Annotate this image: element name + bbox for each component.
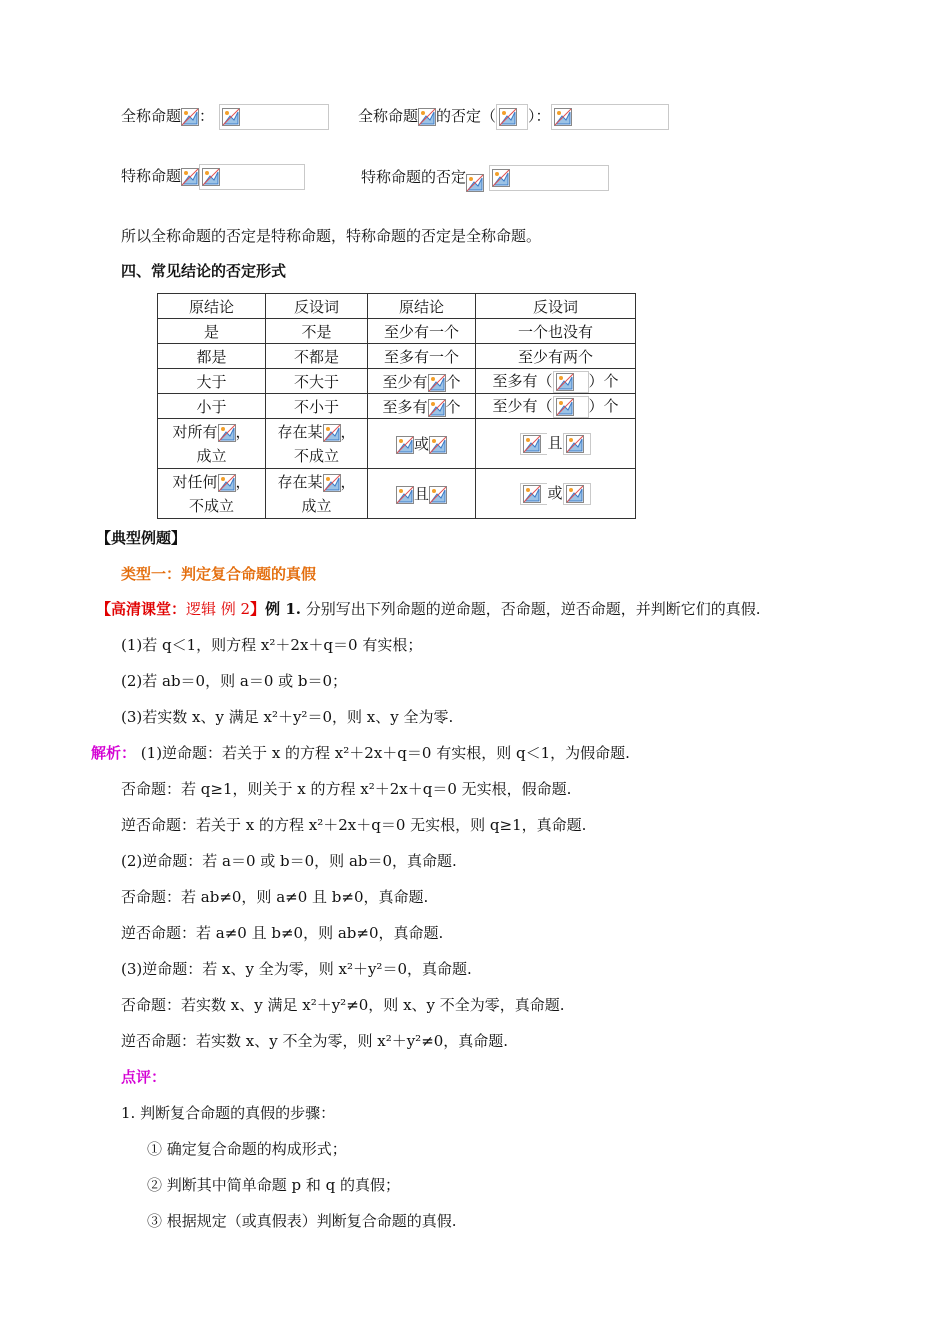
table-row [158,344,636,369]
image-placeholder-box [496,104,528,130]
table-cell: 存在某 ， 成立 [266,469,368,519]
table-row [158,369,636,394]
table-cell: 至少有两个 [476,344,636,369]
image-placeholder-box [489,165,609,191]
table-cell: 不都是 [266,344,368,369]
comment-line: ③ 根据规定（或真假表）判断复合命题的真假. [147,1212,457,1230]
negation-forms-table [157,293,636,519]
table-row [158,319,636,344]
table-row [158,419,636,469]
table-cell: 是 [158,319,266,344]
summary-text: 所以全称命题的否定是特称命题，特称命题的否定是全称命题。 [121,227,542,245]
example-item: (1)若 q＜1，则方程 x²＋2x＋q＝0 有实根； [121,636,423,654]
label-universal: 全称命题 [121,107,182,125]
existential-proposition-line: 特称命题 [121,164,305,190]
image-placeholder-box [520,433,547,455]
broken-image-icon [428,399,446,417]
solution-line: 否命题：若实数 x、y 满足 x²＋y²≠0，则 x、y 不全为零，真命题. [121,996,565,1014]
existential-negation-line: 特称命题的否定 [361,164,609,192]
broken-image-icon [554,108,572,126]
table-cell: 一个也没有 [476,319,636,344]
table-cell: 存在某 ， 不成立 [266,419,368,469]
example-one-line: 【高清课堂：逻辑 例 2】例 1. 分别写出下列命题的逆命题，否命题，逆否命题，并判断它们的真假. [96,600,761,618]
broken-image-icon [323,424,341,442]
table-cell: 至少有一个 [368,319,476,344]
comment-line: ② 判断其中简单命题 p 和 q 的真假； [147,1176,401,1194]
broken-image-icon [218,474,236,492]
table-cell: 且 [368,469,476,519]
table-cell: 大于 [158,369,266,394]
table-cell: 对所有 ， 成立 [158,419,266,469]
table-cell: 至多有（ ）个 [476,369,636,394]
broken-image-icon [492,169,510,187]
solution-line: 否命题：若 q≥1，则关于 x 的方程 x²＋2x＋q＝0 无实根，假命题. [121,780,572,798]
universal-proposition-line: 全称命题 ： [121,104,329,130]
table-cell: 至多有 个 [368,394,476,419]
solution-line: (3)逆命题：若 x、y 全为零，则 x²＋y²＝0，真命题. [121,960,472,978]
table-header: 反设词 [476,294,636,319]
broken-image-icon [418,108,436,126]
broken-image-icon [466,174,484,192]
universal-negation-line: 全称命题 的否定（ ）： [358,104,669,130]
broken-image-icon [556,398,574,416]
broken-image-icon [181,168,199,186]
image-placeholder-box [199,164,305,190]
image-placeholder-box [553,396,589,418]
table-row [158,394,636,419]
example-item: (3)若实数 x、y 满足 x²＋y²＝0，则 x、y 全为零. [121,708,454,726]
solution-line: 逆否命题：若实数 x、y 不全为零，则 x²＋y²≠0，真命题. [121,1032,509,1050]
table-header-row [158,294,636,319]
broken-image-icon [396,436,414,454]
table-cell: 小于 [158,394,266,419]
example-item: (2)若 ab＝0，则 a＝0 或 b＝0； [121,672,348,690]
image-placeholder-box [563,483,591,505]
type-one-heading: 类型一：判定复合命题的真假 [121,565,317,583]
solution-first-line: 解析： (1)逆命题：若关于 x 的方程 x²＋2x＋q＝0 有实根，则 q＜1，为假命题. [91,744,630,762]
image-placeholder-box [553,371,589,393]
broken-image-icon [323,474,341,492]
section-four-heading: 四、常见结论的否定形式 [121,262,287,280]
image-placeholder-box [520,483,547,505]
image-placeholder-box [219,104,329,130]
table-cell: 对任何 ， 不成立 [158,469,266,519]
broken-image-icon [428,374,446,392]
broken-image-icon [566,435,584,453]
table-cell: 或 [476,469,636,519]
broken-image-icon [181,108,199,126]
solution-line: 逆否命题：若关于 x 的方程 x²＋2x＋q＝0 无实根，则 q≥1，真命题. [121,816,587,834]
image-placeholder-box [551,104,669,130]
table-header: 原结论 [158,294,266,319]
table-header: 原结论 [368,294,476,319]
table-cell: 都是 [158,344,266,369]
broken-image-icon [222,108,240,126]
table-cell: 至少有 个 [368,369,476,394]
broken-image-icon [218,424,236,442]
table-cell: 至少有（ ）个 [476,394,636,419]
broken-image-icon [202,168,220,186]
solution-line: 逆否命题：若 a≠0 且 b≠0，则 ab≠0，真命题. [121,924,444,942]
table-cell: 且 [476,419,636,469]
table-cell: 不小于 [266,394,368,419]
comment-line: ① 确定复合命题的构成形式； [147,1140,347,1158]
typical-examples-heading: 【典型例题】 [96,529,187,547]
broken-image-icon [556,373,574,391]
broken-image-icon [429,486,447,504]
image-placeholder-box [563,433,591,455]
table-cell: 或 [368,419,476,469]
broken-image-icon [429,436,447,454]
comment-line: 1. 判断复合命题的真假的步骤： [121,1104,336,1122]
broken-image-icon [499,108,517,126]
table-cell: 不大于 [266,369,368,394]
table-row [158,469,636,519]
table-header: 反设词 [266,294,368,319]
solution-line: (2)逆命题：若 a＝0 或 b＝0，则 ab＝0，真命题. [121,852,457,870]
broken-image-icon [523,435,541,453]
solution-line: 否命题：若 ab≠0，则 a≠0 且 b≠0，真命题. [121,888,429,906]
comment-label: 点评： [121,1068,167,1086]
table-cell: 至多有一个 [368,344,476,369]
broken-image-icon [566,485,584,503]
lesson-link[interactable]: 逻辑 例 2 [186,600,251,618]
broken-image-icon [396,486,414,504]
table-cell: 不是 [266,319,368,344]
broken-image-icon [523,485,541,503]
